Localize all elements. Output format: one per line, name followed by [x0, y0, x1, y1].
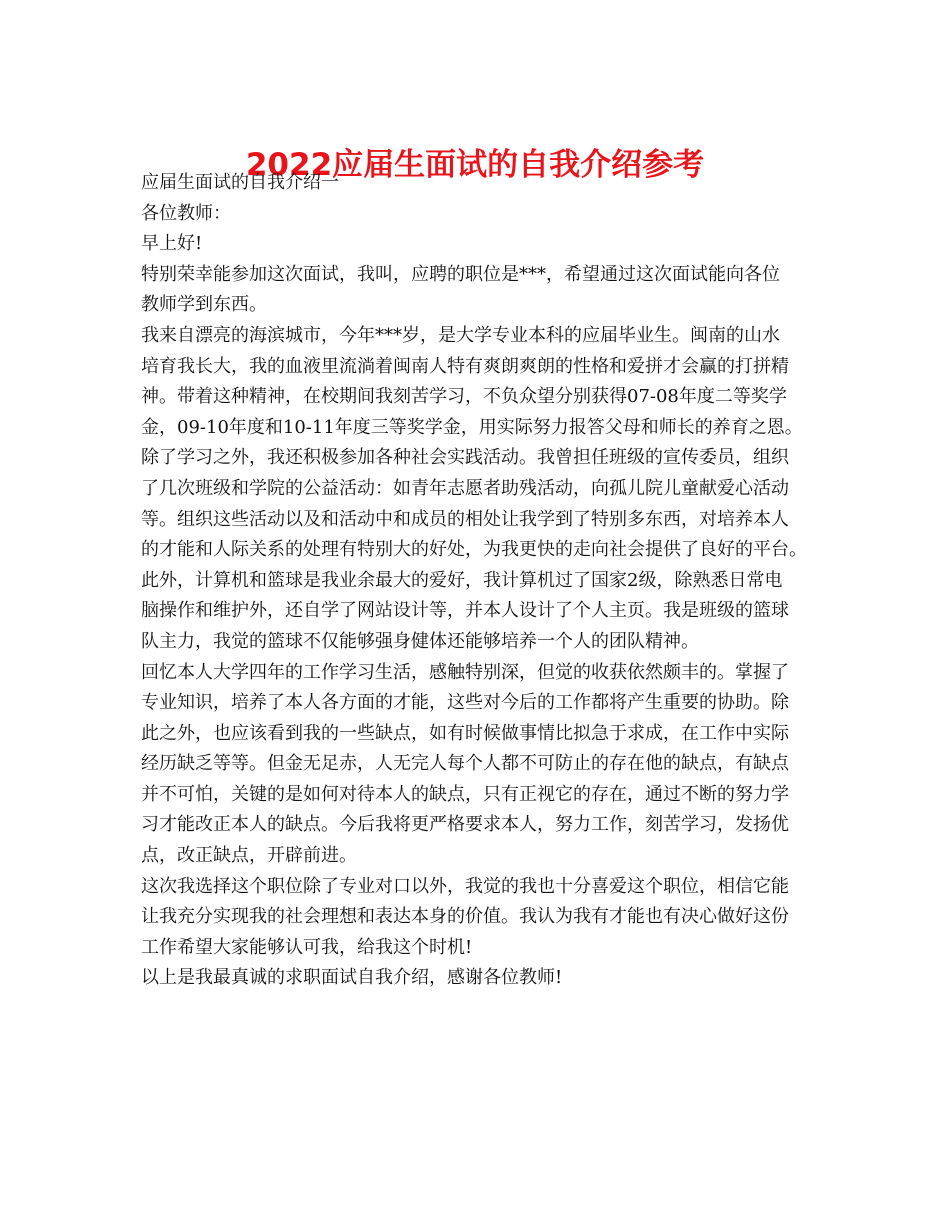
body-line: 工作希望大家能够认可我，给我这个时机!	[141, 936, 473, 958]
body-line: 脑操作和维护外，还自学了网站设计等，并本人设计了个人主页。我是班级的篮球	[141, 600, 789, 622]
body-line: 早上好!	[141, 233, 203, 255]
body-line: 了几次班级和学院的公益活动：如青年志愿者助残活动，向孤儿院儿童献爱心活动	[141, 477, 789, 499]
body-line: 专业知识，培养了本人各方面的才能，这些对今后的工作都将产生重要的协助。除	[141, 692, 789, 714]
body-line: 我来自漂亮的海滨城市，今年***岁，是大学专业本科的应届毕业生。闽南的山水	[141, 324, 780, 346]
body-line: 教师学到东西。	[141, 294, 267, 316]
body-line: 此外，计算机和篮球是我业余最大的爱好，我计算机过了国家2级，除熟悉日常电	[141, 569, 783, 591]
body-line: 神。带着这种精神，在校期间我刻苦学习，不负众望分别获得07-08年度二等奖学	[141, 386, 787, 408]
body-line: 除了学习之外，我还积极参加各种社会实践活动。我曾担任班级的宣传委员，组织	[141, 447, 789, 469]
body-line: 应届生面试的自我介绍一	[141, 172, 339, 193]
body-line: 队主力，我觉的篮球不仅能够强身健体还能够培养一个人的团队精神。	[141, 630, 699, 652]
body-line: 经历缺乏等等。但金无足赤，人无完人每个人都不可防止的存在他的缺点，有缺点	[141, 753, 789, 775]
document-body	[141, 168, 821, 994]
body-line: 回忆本人大学四年的工作学习生活，感触特别深，但觉的收获依然颇丰的。掌握了	[141, 661, 789, 683]
body-line: 让我充分实现我的社会理想和表达本身的价值。我认为我有才能也有决心做好这份	[141, 906, 789, 928]
body-line: 以上是我最真诚的求职面试自我介绍，感谢各位教师!	[141, 967, 563, 989]
body-line: 这次我选择这个职位除了专业对口以外，我觉的我也十分喜爱这个职位，相信它能	[141, 875, 789, 897]
body-line: 等。组织这些活动以及和活动中和成员的相处让我学到了特别多东西，对培养本人	[141, 508, 789, 530]
body-line: 并不可怕，关键的是如何对待本人的缺点，只有正视它的存在，通过不断的努力学	[141, 783, 789, 805]
document-title: 2022应届生面试的自我介绍参考	[245, 146, 705, 183]
body-line: 特别荣幸能参加这次面试，我叫，应聘的职位是***，希望通过这次面试能向各位	[141, 263, 780, 285]
body-line: 习才能改正本人的缺点。今后我将更严格要求本人，努力工作，刻苦学习，发扬优	[141, 814, 789, 836]
body-line: 点，改正缺点，开辟前进。	[141, 845, 357, 867]
body-line: 各位教师：	[141, 202, 231, 224]
body-line: 此之外，也应该看到我的一些缺点，如有时候做事情比拟急于求成，在工作中实际	[141, 722, 789, 744]
body-line: 金，09-10年度和10-11年度三等奖学金，用实际努力报答父母和师长的养育之恩。	[141, 416, 803, 438]
body-line: 的才能和人际关系的处理有特别大的好处，为我更快的走向社会提供了良好的平台。	[141, 539, 807, 561]
body-line: 培育我长大，我的血液里流淌着闽南人特有爽朗爽朗的性格和爱拼才会赢的打拼精	[141, 355, 789, 377]
